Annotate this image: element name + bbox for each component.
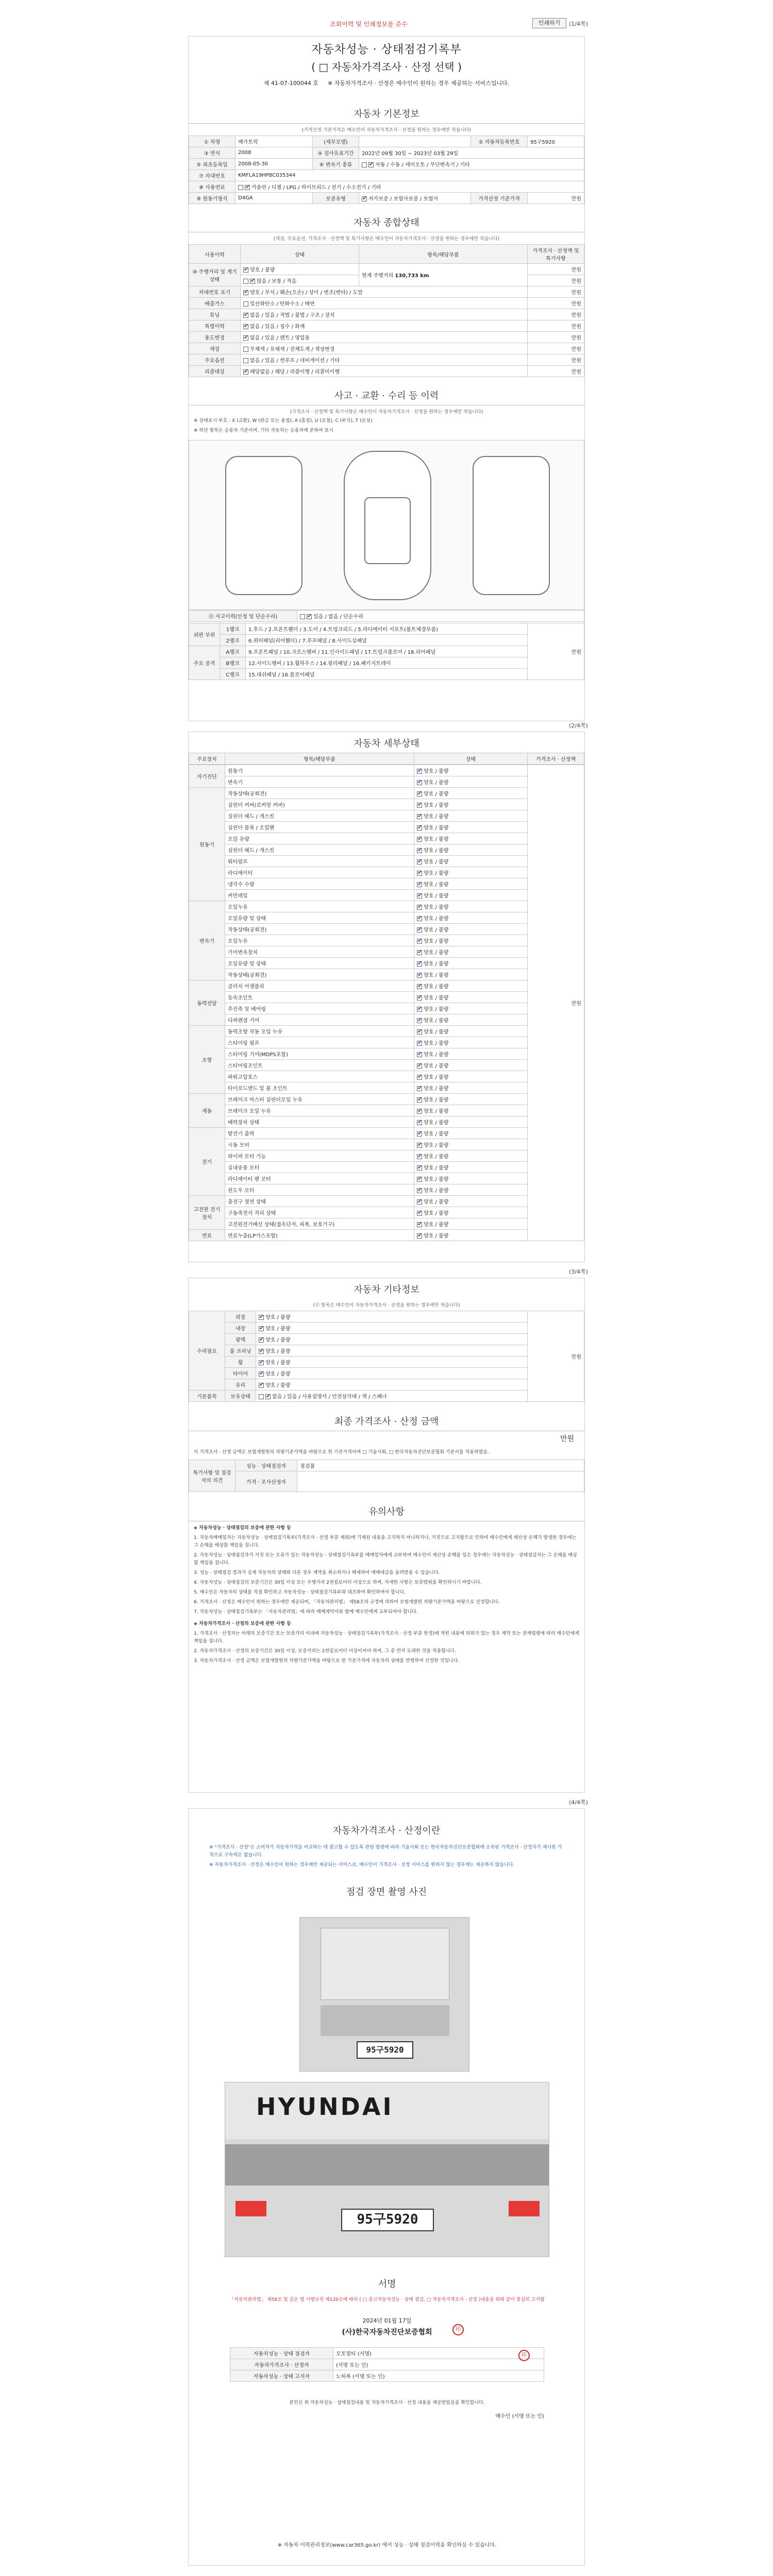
detail-item-state: ✔ 양호 / 불량 (414, 1060, 528, 1071)
check-icon (417, 927, 422, 933)
table-row (189, 765, 584, 776)
table-row (189, 833, 584, 844)
detail-item-state: ✔ 양호 / 불량 (414, 799, 528, 810)
table-row: B랭크 12.사이드멤버 / 13.휠하우스 / 14.필러패널 / 16.패키지트레이 (189, 657, 584, 669)
detail-item-state: ✔ 양호 / 불량 (414, 788, 528, 799)
car-left-side (225, 456, 303, 595)
detail-item-state: ✔ 양호 / 불량 (414, 1207, 528, 1218)
detail-item-name: 냉각수 수량 (225, 878, 414, 890)
detail-item-name: 브레이크 오일 누유 (225, 1105, 414, 1116)
detail-item-name: 연료누출(LP가스포함) (225, 1230, 414, 1241)
detail-item-state: ✔ 양호 / 불량 (414, 1082, 528, 1094)
vehicle-front-photo (299, 1917, 469, 2072)
table-row: ① 차명 메가트럭 (세부모델) ② 자동차등록번호 95구5920 (189, 136, 584, 147)
detail-item-state: ✔ 양호 / 불량 (414, 969, 528, 980)
check-icon (417, 871, 422, 876)
signature-date: 2024년 01월 17일 (362, 2317, 412, 2324)
final-title: 최종 가격조사 · 산정 금액 (189, 1410, 584, 1431)
table-row (189, 1139, 584, 1150)
signature-buyer: 매수인 (서명 또는 인) (495, 2414, 544, 2419)
detail-item-name: 브레이크 마스터 실린더오일 누유 (225, 1094, 414, 1105)
table-row (189, 1048, 584, 1060)
detail-item-name: 라디에이터 (225, 867, 414, 878)
table-row (189, 1173, 584, 1184)
detail-item-name: 커먼레일 (225, 890, 414, 901)
table-row: 특별이력 ✔ 없음 / 있음 / 침수 / 화재 만원 (189, 320, 584, 332)
detail-item-name: 구동축전지 격리 상태 (225, 1207, 414, 1218)
table-row: 광택 ✔ 양호 / 불량 (189, 1334, 584, 1345)
check-icon (417, 1075, 422, 1080)
table-row (189, 1184, 584, 1196)
etc-note: (⑰ 항목은 매수인이 자동차가격조사 · 산정을 원하는 경우에만 적습니다) (313, 1303, 460, 1308)
detail-item-name: 라디에이터 팬 모터 (225, 1173, 414, 1184)
table-row: 배출가스 일산화탄소 / 탄화수소 / 매연 만원 (189, 298, 584, 309)
table-row: 주요옵션 없음 / 있음 / 썬루프 / 네비게이션 / 기타 만원 (189, 354, 584, 366)
page-number-4: (4/4쪽) (569, 1799, 588, 1806)
check-icon (417, 848, 422, 853)
check-icon (417, 973, 422, 978)
detail-item-state: ✔ 양호 / 불량 (414, 1048, 528, 1060)
detail-item-state: ✔ 양호 / 불량 (414, 878, 528, 890)
rear-license-plate: 95구5920 (341, 2209, 434, 2231)
detail-item-name: 파워고압호스 (225, 1071, 414, 1082)
etc-table (189, 1311, 584, 1402)
table-row (189, 969, 584, 980)
check-icon (417, 1188, 422, 1193)
table-row: 유리 ✔ 양호 / 불량 (189, 1379, 584, 1391)
basic-info-title: 자동차 기본정보 (189, 103, 584, 124)
table-row (189, 935, 584, 946)
car-right-side (473, 456, 550, 595)
detail-item-state: ✔ 양호 / 불량 (414, 822, 528, 833)
check-icon (417, 1052, 422, 1057)
check-icon (417, 984, 422, 989)
check-icon (417, 769, 422, 774)
table-row (189, 856, 584, 867)
detail-item-state: ✔ 양호 / 불량 (414, 890, 528, 901)
table-row (189, 1003, 584, 1014)
detail-item-state: ✔ 양호 / 불량 (414, 844, 528, 856)
detail-item-state: ✔ 양호 / 불량 (414, 810, 528, 822)
overall-note: (색상, 주요옵션, 가격조사 · 산정액 및 특기사항은 매수인이 자동차가격조사 · 산정을 원하는 경우에만 적습니다) (273, 236, 500, 242)
signature-footer: ※ 자동차 이력관리정보(www.car365.go.kr) 에서 성능 · 상태 점검이력을 확인하실 수 있습니다. (277, 2543, 497, 2548)
table-row: 2랭크 6.쿼터패널(리어휀더) / 7.루프패널 / 8.사이드실패널 (189, 635, 584, 646)
table-row (189, 1218, 584, 1230)
table-row: 리콜대상 ✔ 해당없음 / 해당 / 리콜이행 / 리콜미이행 만원 (189, 366, 584, 377)
table-row (189, 992, 584, 1003)
brand-lettering: HYUNDAI (256, 2093, 394, 2121)
table-row: ⑩ 주행거리 및 계기상태 ✔양호 / 불량 현재 주행거리 130,733 km 만원 (189, 264, 584, 275)
caution-title: 유의사항 (189, 1500, 584, 1521)
check-icon (417, 961, 422, 967)
vehicle-rear-photo (225, 2082, 549, 2257)
document-notice: ※ 자동차가격조사 · 산정은 매수인이 원하는 경우 제공하는 서비스입니다. (327, 80, 510, 87)
detail-item-state: ✔ 양호 / 불량 (414, 1230, 528, 1241)
detail-item-state: ✔ 양호 / 불량 (414, 1071, 528, 1082)
table-row: 휠 ✔ 양호 / 불량 (189, 1357, 584, 1368)
table-row: ⑧ 사용연료 ✔ 가솔린 / 디젤 / LPG / 하이브리드 / 전기 / 수소전기 / 기타 (189, 181, 584, 193)
inspector-stamp: 印 (518, 2350, 530, 2361)
table-row (189, 1026, 584, 1037)
document-title: 자동차성능 · 상태점검기록부 (311, 43, 462, 56)
detail-item-state: ✔ 양호 / 불량 (414, 1094, 528, 1105)
table-row: 자동차성능 · 상태 고지자 노허폭 (서명 또는 인) (230, 2370, 544, 2382)
accident-rank-table (189, 623, 584, 680)
page-number-3: (3/4쪽) (569, 1268, 588, 1275)
detail-item-state: ✔ 양호 / 불량 (414, 1026, 528, 1037)
detail-items-table (189, 765, 584, 1241)
detail-item-name: 기어변속장치 (225, 946, 414, 958)
detail-item-state: ✔ 양호 / 불량 (414, 946, 528, 958)
page-3 (188, 1278, 585, 1793)
detail-item-name: 작동상태(공회전) (225, 969, 414, 980)
detail-group-name: 변속기 (189, 901, 225, 980)
table-row (189, 844, 584, 856)
table-row (189, 1207, 584, 1218)
table-row (189, 890, 584, 901)
table-row (189, 1071, 584, 1082)
detail-item-name: 오일 유량 (225, 833, 414, 844)
detail-item-name: 와이퍼 모터 기능 (225, 1150, 414, 1162)
accident-legend-1: ※ 상태표시 부호 : X (교환), W (판금 또는 용접), A (흠집), U (요철), C (부식), T (손상) (194, 418, 373, 423)
consent-title: 자동차가격조사 · 산정이란 (332, 1825, 441, 1836)
table-row (189, 1162, 584, 1173)
top-bar (0, 0, 773, 31)
detail-item-state: ✔ 양호 / 불량 (414, 833, 528, 844)
detail-item-state: ✔ 양호 / 불량 (414, 1105, 528, 1116)
detail-item-state: ✔ 양호 / 불량 (414, 1116, 528, 1128)
table-row: 수리필요 외장 ✔ 양호 / 불량 만원 (189, 1311, 584, 1323)
table-row (189, 1230, 584, 1241)
signature-table (230, 2347, 544, 2382)
detail-item-name: 윈도우 모터 (225, 1184, 414, 1196)
detail-item-name: 실내송풍 모터 (225, 1162, 414, 1173)
check-icon (417, 1199, 422, 1205)
table-row (189, 1150, 584, 1162)
detail-item-state: ✔ 양호 / 불량 (414, 1128, 528, 1139)
detail-item-name: 스티어링 펌프 (225, 1037, 414, 1048)
detail-table (189, 753, 584, 765)
table-row (189, 1116, 584, 1128)
detail-item-state: ✔ 양호 / 불량 (414, 1162, 528, 1173)
accident-title: 사고 · 교환 · 수리 등 이력 (189, 384, 584, 405)
car-diagram (189, 440, 584, 610)
table-row (189, 1037, 584, 1048)
table-row (189, 1128, 584, 1139)
check-icon (417, 1131, 422, 1137)
detail-item-state: ✔ 양호 / 불량 (414, 1184, 528, 1196)
detail-group-name: 동력전달 (189, 980, 225, 1026)
table-row (189, 810, 584, 822)
table-row (189, 799, 584, 810)
detail-group-name: 전기 (189, 1128, 225, 1196)
check-icon (417, 1109, 422, 1114)
table-row (189, 912, 584, 924)
table-row (189, 822, 584, 833)
table-row (189, 958, 584, 969)
table-row: ③ 연식 2008 ④ 검사유효기간 2022년 09월 30일 ~ 2023년 03월 29일 (189, 147, 584, 159)
detail-item-state: ✔ 양호 / 불량 (414, 856, 528, 867)
check-icon (417, 1120, 422, 1125)
detail-group-name: 자기진단 (189, 765, 225, 788)
detail-item-name: 등속조인트 (225, 992, 414, 1003)
check-icon (417, 1029, 422, 1035)
detail-item-state: ✔ 양호 / 불량 (414, 935, 528, 946)
check-icon (417, 780, 422, 785)
table-row (189, 878, 584, 890)
check-icon (417, 1222, 422, 1227)
table-row: 가격 · 조사산정자 (189, 1471, 584, 1492)
check-icon (417, 1143, 422, 1148)
table-row: 용도변경 ✔ 없음 / 있음 / 렌트 / 영업용 만원 (189, 332, 584, 343)
final-table (189, 1460, 584, 1492)
check-icon (417, 837, 422, 842)
basic-info-note: (가격산정 기준가격은 매수인이 자동차가격조사 · 산정을 원하는 경우에만 적습니다) (301, 128, 472, 133)
check-icon (417, 950, 422, 955)
top-notice: 조회이력 및 인쇄정보를 준수 (330, 21, 408, 28)
detail-item-name: 오일유량 및 상태 (225, 958, 414, 969)
check-icon (417, 825, 422, 831)
table-row: ⑨ 원동기형식 D4GA 보증유형 ✔ 자가보증 / 보험사보증 / 보험사 가격산정 기준가격 만원 (189, 193, 584, 204)
detail-price: 만원 (528, 765, 584, 1241)
table-row (189, 901, 584, 912)
detail-item-state: ✔ 양호 / 불량 (414, 1037, 528, 1048)
detail-item-state: ✔ 양호 / 불량 (414, 992, 528, 1003)
accident-history-table (189, 610, 584, 622)
detail-item-name: 변속기 (225, 776, 414, 788)
accident-note: (가격조사 · 산정액 및 특기사항은 매수인이 자동차가격조사 · 산정을 원하는 경우에만 적습니다) (290, 410, 483, 415)
detail-item-state: ✔ 양호 / 불량 (414, 765, 528, 776)
detail-item-state: ✔ 양호 / 불량 (414, 1173, 528, 1184)
detail-item-name: 발전기 출력 (225, 1128, 414, 1139)
document-number: 제 41-07-100044 호 ※ 자동차가격조사 · 산정은 매수인이 원하는 경우 제공하는 서비스입니다. (263, 80, 510, 87)
table-row: 자동차성능 · 상태 점검자 오토멀티 (서명) (230, 2348, 544, 2359)
check-icon (417, 882, 422, 887)
detail-item-name: 실린더 커버(로커암 커버) (225, 799, 414, 810)
check-icon (417, 1233, 422, 1239)
table-row: 튜닝 ✔ 없음 / 있음 / 적법 / 불법 / 구조 / 장치 만원 (189, 309, 584, 320)
detail-item-state: ✔ 양호 / 불량 (414, 1003, 528, 1014)
detail-item-name: 추진축 및 베어링 (225, 1003, 414, 1014)
detail-item-state: ✔ 양호 / 불량 (414, 1014, 528, 1026)
etc-title: 자동차 기타정보 (354, 1284, 419, 1295)
detail-item-name: 타이로드엔드 및 볼 조인트 (225, 1082, 414, 1094)
detail-item-state: ✔ 양호 / 불량 (414, 901, 528, 912)
detail-item-name: 시동 모터 (225, 1139, 414, 1150)
check-icon (417, 916, 422, 921)
check-icon (417, 995, 422, 1001)
table-row: 룸 크리닝 ✔ 양호 / 불량 (189, 1345, 584, 1357)
check-icon (417, 1041, 422, 1046)
page-2 (188, 732, 585, 1262)
table-row: 타이어 ✔ 양호 / 불량 (189, 1368, 584, 1379)
check-icon (417, 791, 422, 796)
basic-info-table (189, 135, 584, 204)
table-row (189, 1082, 584, 1094)
detail-item-name: 실린더 헤드 / 개스킷 (225, 844, 414, 856)
detail-item-state: ✔ 양호 / 불량 (414, 924, 528, 935)
detail-item-state: ✔ 양호 / 불량 (414, 1139, 528, 1150)
detail-item-name: 오일누유 (225, 901, 414, 912)
table-row: 색상 무채색 / 유채색 / 전체도색 / 색상변경 만원 (189, 343, 584, 354)
photos-title: 점검 장면 촬영 사진 (346, 1887, 427, 1897)
table-row (189, 1014, 584, 1026)
overall-table (189, 244, 584, 377)
table-row (189, 788, 584, 799)
detail-item-name: 동력조향 작동 오일 누유 (225, 1026, 414, 1037)
table-row: 주요장치 항목/해당부품 상태 가격조사 · 산정액 (189, 753, 584, 765)
table-row (189, 946, 584, 958)
table-row (189, 1060, 584, 1071)
detail-item-name: 워터펌프 (225, 856, 414, 867)
table-row: 특기사항 및 점검자의 의견 성능 · 상태점검자 점검불 (189, 1460, 584, 1471)
check-icon (417, 803, 422, 808)
detail-item-name: 디퍼렌셜 기어 (225, 1014, 414, 1026)
table-row: C랭크 15.대쉬패널 / 16.플로어패널 (189, 669, 584, 680)
detail-item-state: ✔ 양호 / 불량 (414, 867, 528, 878)
table-row (189, 1094, 584, 1105)
detail-item-name: 스티어링조인트 (225, 1060, 414, 1071)
page-4 (188, 1808, 585, 2566)
table-row: ⑦ 차대번호 KMFLA19HP8C035344 (189, 170, 584, 181)
signature-receipt: 본인은 위 자동차성능 · 상태점검내용 및 자동차가격조사 · 산정 내용을 제공받았음을 확인합니다. (289, 2400, 485, 2405)
detail-title: 자동차 세부상태 (354, 738, 419, 749)
detail-item-name: 작동상태(공회전) (225, 788, 414, 799)
check-icon (417, 939, 422, 944)
table-row: 내장 ✔ 양호 / 불량 (189, 1323, 584, 1334)
detail-item-state: ✔ 양호 / 불량 (414, 980, 528, 992)
final-unit: 만원 (560, 1435, 574, 1443)
document-subtitle: ( □ 자동차가격조사 · 산정 선택 ) (311, 61, 462, 73)
detail-group-name: 연료 (189, 1230, 225, 1241)
page-number: (1/4쪽) (569, 21, 588, 27)
detail-item-name: 충전구 절연 상태 (225, 1196, 414, 1207)
table-row: ⑤ 최초등록일 2008-05-30 ⑥ 변속기 종류 ✔ 자동 / 수동 / 세미오토 / 무단변속기 / 기타 (189, 159, 584, 170)
table-row (189, 776, 584, 788)
table-row (189, 1105, 584, 1116)
signature-text: 「자동차관리법」 제58조 및 같은 법 시행규칙 제120조에 따라 ( □ 중고자동차성능 · 상태 점검, □ 자동차가격조사 · 산정 )내용을 위와 같이 충실히 고지함 (229, 2297, 545, 2302)
detail-item-state: ✔ 양호 / 불량 (414, 912, 528, 924)
table-row: ⑪ 사고이력(인정 및 단순수리) ✔ 있음 / 없음 / 단순수리 (189, 611, 584, 622)
check-icon (417, 1063, 422, 1069)
detail-body (189, 765, 584, 1241)
table-row: 자동차가격조사 · 산정자 (서명 또는 인) (230, 2359, 544, 2370)
overall-title: 자동차 종합상태 (189, 211, 584, 232)
check-icon (417, 1097, 422, 1103)
table-row (189, 867, 584, 878)
detail-item-state: ✔ 양호 / 불량 (414, 1150, 528, 1162)
check-icon (417, 1154, 422, 1159)
detail-group-name: 원동기 (189, 788, 225, 901)
check-icon (417, 1177, 422, 1182)
print-button[interactable]: 인쇄하기 (532, 18, 566, 28)
table-row (189, 924, 584, 935)
check-icon (417, 1211, 422, 1216)
org-stamp: 印 (452, 2324, 464, 2335)
detail-item-state: ✔ 양호 / 불량 (414, 1196, 528, 1207)
check-icon (417, 1086, 422, 1091)
table-row (189, 980, 584, 992)
page-number-2: (2/4쪽) (569, 722, 588, 729)
check-icon (417, 905, 422, 910)
detail-item-name: 스티어링 기어(MDPS포함) (225, 1048, 414, 1060)
car-roof (364, 497, 411, 564)
detail-item-name: 클러치 어셈블리 (225, 980, 414, 992)
detail-item-name: 오일유량 및 상태 (225, 912, 414, 924)
table-row: 주요 골격 A랭크 9.프론트패널 / 10.크로스멤버 / 11.인사이드패널 / 17.트렁크플로어 / 18.리어패널 (189, 646, 584, 657)
check-icon (417, 814, 422, 819)
signature-title: 서명 (378, 2279, 396, 2290)
detail-group-name: 고전원 전기장치 (189, 1196, 225, 1230)
table-row: 기본품목 보유상태 ✔ 없음 / 있음 / 사용설명서 / 안전삼각대 / 잭 / 스패너 (189, 1391, 584, 1402)
caution-body: ◈ 자동차성능 · 상태점검의 보증에 관한 사항 등 1. 자동차매매업자는 자동차성능 · 상태점검기록부(가격조사 · 산정 부분 제외)에 기재된 내용을 고지하지 아니하거나, 거짓으로 고지함으로 인하여 매수인에게 재산상 손해가 발생한 경우에는 그 손해를 배상할 책임을 집니다. 2. 자동차성능 · 상태점검자가 거짓 또는 오류가 있는 자동차성능 · 상태점검기록부를 매매업자에게 교부하여 매수인이 재산상 손해를 입은 경우에는 자동차성능 · 상태점검자는 그 손해를 배상할 책임을 집니다. 3. 성능 · 상태점검 결과가 실제 자동차의 상태와 다른 경우 계약을 취소하거나 해제하여 매매대금을 돌려받을 수 있습니다. 4. 자동차성능 · 상태점검의 보증기간은 30일 이상 또는 주행거리 2천킬로미터 이상으로 하며, 자세한 사항은 보증범위를 확인하시기 바랍니다. 5. 매수인은 자동차의 상태를 직접 확인하고 자동차성능 · 상태점검기록부와 대조하여 확인하여야 합니다. 6. 가격조사 · 산정은 매수인이 원하는 경우에만 제공되며, 「자동차관리법」 제58조의 규정에 의하여 보험개발원 차량기준가액을 바탕으로 산정합니다. 7. 자동차성능 · 상태점검기록부는 「자동차관리법」에 따라 매매계약서와 함께 매수인에게 교부되어야 합니다. ◈ 자동차가격조사 · 산정의 보증에 관한 사항 등 1. 가격조사 · 산정자는 아래의 보증기간 또는 보증거리 이내에 자동차성능 · 상태점검기록부(가격조사 · 산정 부분 한정)에 적힌 내용에 허위가 있는 경우 계약 또는 관계법령에 따라 매수인에게 책임을 집니다. 2. 자동차가격조사 · 산정의 보증기간은 30일 이상, 보증거리는 2천킬로미터 이상이어야 하며, 그 중 먼저 도래한 것을 적용합니다. 3. 자동차가격조사 · 산정 금액은 보험개발원의 차량기준가액을 바탕으로 한 기준가격에 자동차의 상태를 반영하여 산정한 것입니다. (194, 1526, 579, 1664)
front-license-plate: 95구5920 (357, 2041, 413, 2059)
check-icon (417, 893, 422, 899)
detail-item-name: 고전원전기배선 상태(접속단자, 피복, 보호기구) (225, 1218, 414, 1230)
detail-item-name: 오일누유 (225, 935, 414, 946)
table-row: 차대번호 표기 ✔ 양호 / 부식 / 훼손(오손) / 상이 / 변조(변타) / 도말 만원 (189, 286, 584, 298)
final-note: 이 가격조사 · 산정 금액은 보험개발원의 차량기준가액을 바탕으로 한 기준가격이며 □ 기술사회, □ 한국자동차진단보증협회 기준서를 적용하였음. (194, 1450, 489, 1455)
detail-item-state: ✔ 양호 / 불량 (414, 958, 528, 969)
page-1 (188, 36, 585, 721)
detail-item-name: 실린더 블록 / 오일팬 (225, 822, 414, 833)
detail-item-state: ✔ 양호 / 불량 (414, 776, 528, 788)
check-icon (417, 1018, 422, 1023)
detail-item-name: 원동기 (225, 765, 414, 776)
table-row: 사용이력 상태 항목/해당부품 가격조사 · 산정액 및 특기사항 (189, 245, 584, 264)
table-row: 외판 부위 1랭크 1.후드 / 2.프론트휀더 / 3.도어 / 4.트렁크리드 / 5.라디에이터 서포트(볼트체결부품) 만원 (189, 623, 584, 635)
detail-item-name: 실린더 헤드 / 개스킷 (225, 810, 414, 822)
detail-item-state: ✔ 양호 / 불량 (414, 1218, 528, 1230)
consent-body: ※ "가격조사 · 산정"은 소비자가 자동차가격을 비교하는 데 참고할 수 있도록 관련 법령에 따라 기술사회 또는 한국자동차진단보증협회에 소속된 가격조사 · 산정자가 제시한 가격으로 구속력은 없습니다. ※ 자동차가격조사 · 산정은 매수인이 원하는 경우에만 제공되는 서비스로, 매수인이 가격조사 · 산정 서비스를 원하지 않는 경우에는 제공하지 않습니다. (209, 1845, 562, 1868)
detail-group-name: 제동 (189, 1094, 225, 1128)
detail-group-name: 조향 (189, 1026, 225, 1094)
check-icon (417, 859, 422, 865)
table-row (189, 1196, 584, 1207)
accident-legend-2: ※ 하단 항목은 승용차 기준이며, 기타 자동차는 승용차에 준하여 표시 (194, 428, 333, 433)
detail-item-name: 작동상태(공회전) (225, 924, 414, 935)
check-icon (417, 1007, 422, 1012)
check-icon (417, 1165, 422, 1171)
signature-org: (사)한국자동차진단보증협회 (342, 2328, 432, 2336)
detail-item-name: 배력장치 상태 (225, 1116, 414, 1128)
table-row: ✔많음 / 보통 / 적음 만원 (189, 275, 584, 286)
